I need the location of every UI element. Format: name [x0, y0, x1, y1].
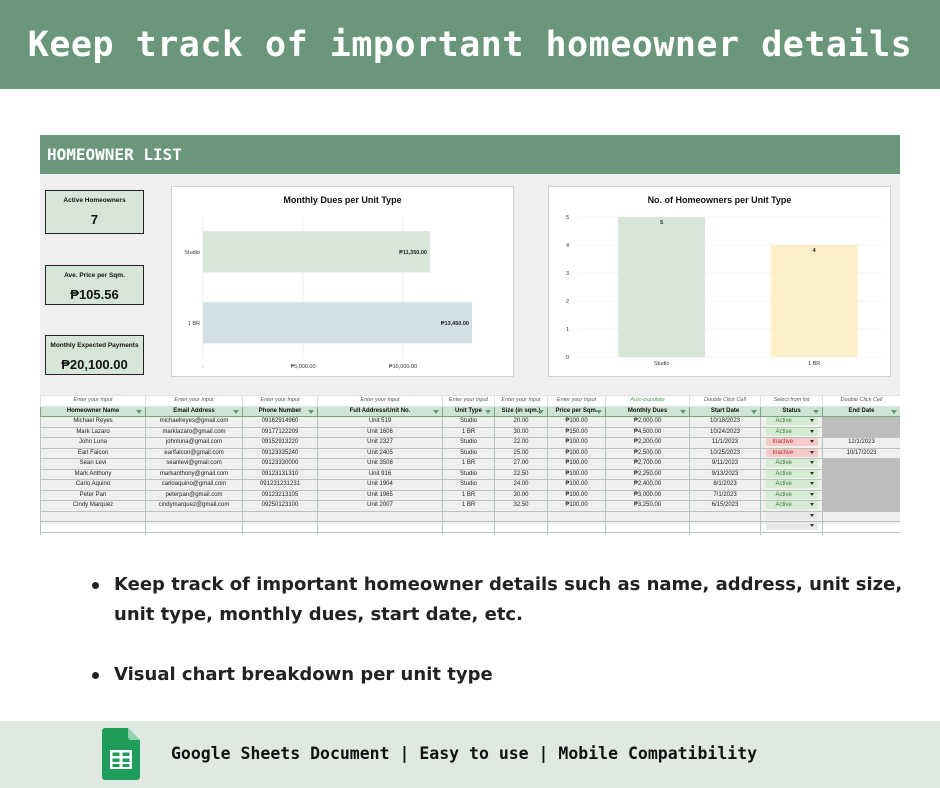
table-cell[interactable]: ₱100.00	[548, 417, 606, 428]
table-cell[interactable]	[243, 532, 318, 535]
table-cell[interactable]: Unit 519	[318, 417, 443, 428]
y-tick-label: 4	[565, 243, 569, 249]
banner	[0, 0, 940, 89]
x-tick-label: ₱5,000.00	[290, 364, 316, 370]
table-cell[interactable]: Unit 3508	[318, 459, 443, 470]
table-cell[interactable]: 09177122209	[243, 427, 318, 438]
chevron-down-icon	[810, 472, 814, 475]
chevron-down-icon	[810, 524, 814, 527]
end-date-cell[interactable]	[823, 469, 901, 480]
table-row	[41, 427, 901, 438]
column-header[interactable]	[548, 406, 606, 417]
table-cell[interactable]: Cindy Marquez	[41, 501, 146, 512]
feature-bullet: Keep track of important homeowner details such as name, address, unit size, unit type, monthly dues, start date, etc.	[90, 570, 910, 630]
table-cell[interactable]	[495, 532, 548, 535]
x-tick-label: ₱10,000.00	[388, 364, 418, 370]
status-label: Active	[775, 428, 792, 435]
homeowner-table	[40, 395, 900, 535]
feature-bullet: Visual chart breakdown per unit type	[90, 660, 910, 690]
kpi-label: Monthly Expected Payments	[50, 342, 139, 349]
column-header[interactable]	[243, 406, 318, 417]
header-row	[41, 406, 901, 417]
y-tick-label: 3	[565, 271, 569, 277]
table-cell[interactable]: John Luna	[41, 438, 146, 449]
table-cell[interactable]	[318, 522, 443, 533]
kpi-active-homeowners	[45, 190, 144, 234]
bar-studio	[618, 217, 705, 357]
table-cell[interactable]: Unit 2327	[318, 438, 443, 449]
table-cell[interactable]: 09123335240	[243, 448, 318, 459]
table-cell[interactable]: ₱4,500.00	[606, 427, 690, 438]
table-cell[interactable]: ₱3,250.00	[606, 501, 690, 512]
table-cell[interactable]	[443, 522, 495, 533]
chevron-down-icon	[810, 482, 814, 485]
kpi-value: ₱105.56	[70, 287, 119, 302]
table-cell[interactable]: Studio	[443, 417, 495, 428]
table-cell[interactable]: peterpan@gmail.com	[146, 490, 243, 501]
filter-icon[interactable]	[433, 410, 439, 414]
status-cell[interactable]	[761, 511, 823, 522]
status-cell[interactable]	[761, 480, 823, 491]
column-header-label: Phone Number	[258, 407, 302, 414]
chart-monthly-dues-plot	[172, 187, 515, 378]
table-cell[interactable]: Studio	[443, 438, 495, 449]
column-header-label: Status	[782, 407, 801, 414]
chart-title: Monthly Dues per Unit Type	[283, 195, 402, 205]
table-cell[interactable]: 9/13/2023	[690, 469, 761, 480]
table-cell[interactable]	[318, 511, 443, 522]
status-dropdown[interactable]	[766, 428, 818, 436]
status-dropdown[interactable]	[766, 491, 818, 499]
x-tick-label: -	[202, 364, 204, 370]
table-cell[interactable]: 09152913220	[243, 438, 318, 449]
column-header[interactable]	[318, 406, 443, 417]
status-cell[interactable]	[761, 522, 823, 533]
status-cell[interactable]	[761, 490, 823, 501]
table-cell[interactable]: earlfalcon@gmail.com	[146, 448, 243, 459]
table-cell[interactable]: 1 BR	[443, 490, 495, 501]
table-row	[41, 438, 901, 449]
footer-text: Google Sheets Document | Easy to use | Mobile Compatibility	[171, 744, 758, 763]
table-cell[interactable]: 1 BR	[443, 427, 495, 438]
table-cell[interactable]: 09123131310	[243, 469, 318, 480]
status-cell[interactable]	[761, 459, 823, 470]
data-label: ₱11,350.00	[399, 249, 427, 256]
column-header-label: Email Address	[173, 407, 215, 414]
column-header-label: Monthly Dues	[627, 407, 668, 414]
status-dropdown[interactable]	[766, 512, 818, 520]
filter-icon[interactable]	[233, 410, 239, 414]
table-cell[interactable]: ₱100.00	[548, 501, 606, 512]
bar-1-br	[203, 302, 472, 343]
table-cell[interactable]: 6/15/2023	[690, 501, 761, 512]
table-cell[interactable]: Unit 1965	[318, 490, 443, 501]
table-cell[interactable]	[548, 522, 606, 533]
status-label: Active	[775, 502, 792, 509]
filter-icon[interactable]	[136, 410, 142, 414]
column-header-label: Size (in sqm.)	[501, 407, 541, 414]
table-cell[interactable]: 32.50	[495, 501, 548, 512]
table-cell[interactable]: 1 BR	[443, 459, 495, 470]
table-cell[interactable]: Unit 1904	[318, 480, 443, 491]
table-cell[interactable]: marklazaro@gmail.com	[146, 427, 243, 438]
status-label: Active	[775, 460, 792, 467]
kpi-monthly-payments	[45, 335, 144, 375]
kpi-label: Ave. Price per Sqm.	[64, 272, 125, 279]
table-row	[41, 448, 901, 459]
table-cell[interactable]: Peter Pan	[41, 490, 146, 501]
table-cell[interactable]: 9/11/2023	[690, 459, 761, 470]
table-cell[interactable]: Carlo Aquino	[41, 480, 146, 491]
table-cell[interactable]: Mark Lazaro	[41, 427, 146, 438]
table-cell[interactable]: ₱2,200.00	[606, 438, 690, 449]
empty-row	[41, 532, 901, 535]
table-cell[interactable]	[606, 522, 690, 533]
status-dropdown[interactable]	[766, 417, 818, 425]
y-tick-label: 0	[565, 355, 569, 361]
status-dropdown[interactable]	[766, 438, 818, 446]
table-cell[interactable]: Unit 1606	[318, 427, 443, 438]
table-cell[interactable]	[548, 511, 606, 522]
table-cell[interactable]	[690, 532, 761, 535]
chevron-down-icon	[810, 430, 814, 433]
end-date-cell[interactable]	[823, 501, 901, 512]
table-cell[interactable]: 30.00	[495, 427, 548, 438]
table-cell[interactable]: Unit 2405	[318, 448, 443, 459]
table-cell[interactable]: Studio	[443, 469, 495, 480]
chevron-down-icon	[810, 461, 814, 464]
category-label: Studio	[184, 249, 200, 256]
status-dropdown[interactable]	[766, 480, 818, 488]
table-cell[interactable]	[823, 522, 901, 533]
table-cell[interactable]: ₱2,400.00	[606, 480, 690, 491]
data-label: 4	[812, 248, 816, 254]
table-cell[interactable]: ₱150.00	[548, 427, 606, 438]
filter-icon[interactable]	[813, 410, 819, 414]
hint-row	[41, 396, 901, 407]
status-label: Active	[775, 418, 792, 425]
kpi-value: 7	[90, 212, 99, 227]
table-cell[interactable]: 24.00	[495, 480, 548, 491]
table-cell[interactable]	[606, 511, 690, 522]
table-cell[interactable]: 09162914960	[243, 417, 318, 428]
table-cell[interactable]: 11/1/2023	[690, 438, 761, 449]
table-cell[interactable]: 09123330000	[243, 459, 318, 470]
table-cell[interactable]: ₱2,700.00	[606, 459, 690, 470]
table-cell[interactable]: 10/24/2023	[690, 427, 761, 438]
table-cell[interactable]: ₱100.00	[548, 438, 606, 449]
table-cell[interactable]	[146, 532, 243, 535]
table-cell[interactable]	[495, 522, 548, 533]
table-cell[interactable]: 25.00	[495, 448, 548, 459]
column-header-label: Full Address/Unit No.	[349, 407, 411, 414]
status-cell[interactable]	[761, 438, 823, 449]
table-cell[interactable]: 27.00	[495, 459, 548, 470]
status-dropdown[interactable]	[766, 459, 818, 467]
kpi-value: ₱20,100.00	[61, 357, 128, 372]
table-row	[41, 469, 901, 480]
end-date-cell[interactable]	[823, 459, 901, 470]
table-cell[interactable]: Unit 2007	[318, 501, 443, 512]
table-cell[interactable]	[41, 522, 146, 533]
table-cell[interactable]	[318, 532, 443, 535]
status-cell[interactable]	[761, 469, 823, 480]
feature-list	[90, 570, 910, 690]
table-cell[interactable]: 8/1/2023	[690, 480, 761, 491]
chevron-down-icon	[810, 440, 814, 443]
data-label: ₱13,450.00	[440, 320, 469, 327]
filter-icon[interactable]	[308, 410, 314, 414]
column-header[interactable]	[690, 406, 761, 417]
empty-row	[41, 511, 901, 522]
column-header[interactable]	[495, 406, 548, 417]
table-row	[41, 501, 901, 512]
status-cell[interactable]	[761, 501, 823, 512]
status-label: Active	[775, 481, 792, 488]
table-cell[interactable]: 10/25/2023	[690, 448, 761, 459]
table-cell[interactable]: ₱100.00	[548, 459, 606, 470]
table-cell[interactable]	[41, 511, 146, 522]
column-header[interactable]	[443, 406, 495, 417]
end-date-cell[interactable]: 12/1/2023	[823, 438, 901, 449]
status-dropdown[interactable]	[766, 470, 818, 478]
table-cell[interactable]	[823, 532, 901, 535]
table-cell[interactable]: ₱100.00	[548, 490, 606, 501]
banner-title: Keep track of important homeowner details	[27, 24, 913, 65]
end-date-cell[interactable]	[823, 417, 901, 428]
status-cell[interactable]	[761, 448, 823, 459]
table-cell[interactable]	[495, 511, 548, 522]
kpi-ave-price	[45, 265, 144, 305]
kpi-label: Active Homeowners	[63, 197, 126, 204]
y-tick-label: 5	[565, 215, 569, 221]
column-hint: Enter your Input	[443, 396, 495, 407]
table-cell[interactable]: 22.00	[495, 438, 548, 449]
chevron-down-icon	[810, 503, 814, 506]
table-row	[41, 417, 901, 428]
table-cell[interactable]: ₱100.00	[548, 469, 606, 480]
google-sheets-icon	[102, 728, 140, 780]
chevron-down-icon	[810, 493, 814, 496]
table-cell[interactable]	[443, 532, 495, 535]
category-label: 1 BR	[808, 361, 821, 367]
table-cell[interactable]	[41, 532, 146, 535]
column-header-label: Homeowner Name	[66, 407, 120, 414]
y-tick-label: 2	[565, 299, 569, 305]
column-hint: Enter your Input	[41, 396, 146, 407]
status-dropdown[interactable]	[766, 501, 818, 509]
status-label: Active	[775, 470, 792, 477]
end-date-cell[interactable]	[823, 480, 901, 491]
table-row	[41, 459, 901, 470]
column-hint: Auto-populate	[606, 396, 690, 407]
table-cell[interactable]: ₱2,250.00	[606, 469, 690, 480]
filter-icon[interactable]	[538, 410, 544, 414]
category-label: Studio	[653, 361, 670, 367]
column-hint: Enter your Input	[146, 396, 243, 407]
chevron-down-icon	[810, 419, 814, 422]
column-hint: Enter your Input	[548, 396, 606, 407]
chart-homeowners-plot	[549, 187, 892, 378]
bar-studio	[203, 231, 430, 272]
table-cell[interactable]: 1 BR	[443, 501, 495, 512]
table-cell[interactable]: 09123213105	[243, 490, 318, 501]
data-label: 5	[660, 220, 664, 226]
table-cell[interactable]: 20.00	[495, 417, 548, 428]
status-dropdown[interactable]	[766, 522, 818, 530]
table-cell[interactable]: Michael Reyes	[41, 417, 146, 428]
table-cell[interactable]: Mark Anthony	[41, 469, 146, 480]
table-cell[interactable]: 7/1/2023	[690, 490, 761, 501]
table-cell[interactable]	[146, 522, 243, 533]
table-cell[interactable]: Studio	[443, 480, 495, 491]
chart-homeowners-count[interactable]	[548, 186, 891, 377]
chevron-down-icon	[810, 514, 814, 517]
end-date-cell[interactable]	[823, 427, 901, 438]
table-cell[interactable]: ₱2,000.00	[606, 417, 690, 428]
status-label: Inactive	[772, 449, 794, 456]
filter-icon[interactable]	[751, 410, 757, 414]
table-cell[interactable]: 091231231231	[243, 480, 318, 491]
sheet-title: HOMEOWNER LIST	[40, 135, 900, 174]
end-date-cell[interactable]: 10/17/2023	[823, 448, 901, 459]
status-label: Inactive	[772, 439, 794, 446]
filter-icon[interactable]	[485, 410, 491, 414]
column-header-label: End Date	[848, 407, 875, 414]
table-row	[41, 480, 901, 491]
table-cell[interactable]: johnluna@gmail.com	[146, 438, 243, 449]
table-cell[interactable]	[243, 511, 318, 522]
table-cell[interactable]: seanlevi@gmail.com	[146, 459, 243, 470]
status-label: Active	[775, 491, 792, 498]
table-cell[interactable]	[548, 532, 606, 535]
status-cell[interactable]	[761, 427, 823, 438]
column-hint: Enter your Input	[243, 396, 318, 407]
table-cell[interactable]: cindymarquez@gmail.com	[146, 501, 243, 512]
column-hint: Enter your Input	[318, 396, 443, 407]
chevron-down-icon	[810, 451, 814, 454]
column-header-label: Unit Type	[455, 407, 482, 414]
table-cell[interactable]: ₱100.00	[548, 480, 606, 491]
table-cell[interactable]	[146, 511, 243, 522]
filter-icon[interactable]	[891, 410, 897, 414]
column-header-label: Start Date	[710, 407, 740, 414]
table-cell[interactable]	[690, 511, 761, 522]
status-dropdown[interactable]	[766, 449, 818, 457]
column-hint: Double Click Cell	[690, 396, 761, 407]
status-cell[interactable]	[761, 417, 823, 428]
table-cell[interactable]: 09250123100	[243, 501, 318, 512]
column-hint: Double Click Cell	[823, 396, 901, 407]
column-hint: Enter your Input	[495, 396, 548, 407]
table-cell[interactable]	[443, 511, 495, 522]
table-cell[interactable]: 22.50	[495, 469, 548, 480]
table-cell[interactable]: 30.00	[495, 490, 548, 501]
category-label: 1 BR	[187, 320, 200, 327]
column-header-label: Price per Sqm.	[555, 407, 598, 414]
column-hint: Select from list	[761, 396, 823, 407]
table-cell[interactable]: ₱100.00	[548, 448, 606, 459]
column-header[interactable]	[146, 406, 243, 417]
table-cell[interactable]	[606, 532, 690, 535]
table-cell[interactable]: Unit 916	[318, 469, 443, 480]
table-cell[interactable]: Studio	[443, 448, 495, 459]
table-cell[interactable]	[690, 522, 761, 533]
table-cell[interactable]: 10/18/2023	[690, 417, 761, 428]
table-cell[interactable]: ₱3,000.00	[606, 490, 690, 501]
chart-title: No. of Homeowners per Unit Type	[647, 195, 792, 205]
filter-icon[interactable]	[680, 410, 686, 414]
table-cell[interactable]: markanthony@gmail.com	[146, 469, 243, 480]
table-cell[interactable]	[823, 511, 901, 522]
table-cell[interactable]: ₱2,500.00	[606, 448, 690, 459]
y-tick-label: 1	[565, 327, 569, 333]
table-row	[41, 490, 901, 501]
table-cell[interactable]	[761, 532, 823, 535]
end-date-cell[interactable]	[823, 490, 901, 501]
column-header[interactable]	[823, 406, 901, 417]
table-cell[interactable]	[243, 522, 318, 533]
table-cell[interactable]: carloaquino@gmail.com	[146, 480, 243, 491]
column-header[interactable]	[606, 406, 690, 417]
empty-row	[41, 522, 901, 533]
table-cell[interactable]: michaelreyes@gmail.com	[146, 417, 243, 428]
spreadsheet-preview	[40, 135, 900, 535]
table-cell[interactable]: Earl Falcon	[41, 448, 146, 459]
bar-1-br	[771, 245, 858, 357]
chart-monthly-dues[interactable]	[171, 186, 514, 377]
filter-icon[interactable]	[596, 410, 602, 414]
column-header[interactable]	[761, 406, 823, 417]
column-header[interactable]	[41, 406, 146, 417]
table-cell[interactable]: Sean Levi	[41, 459, 146, 470]
